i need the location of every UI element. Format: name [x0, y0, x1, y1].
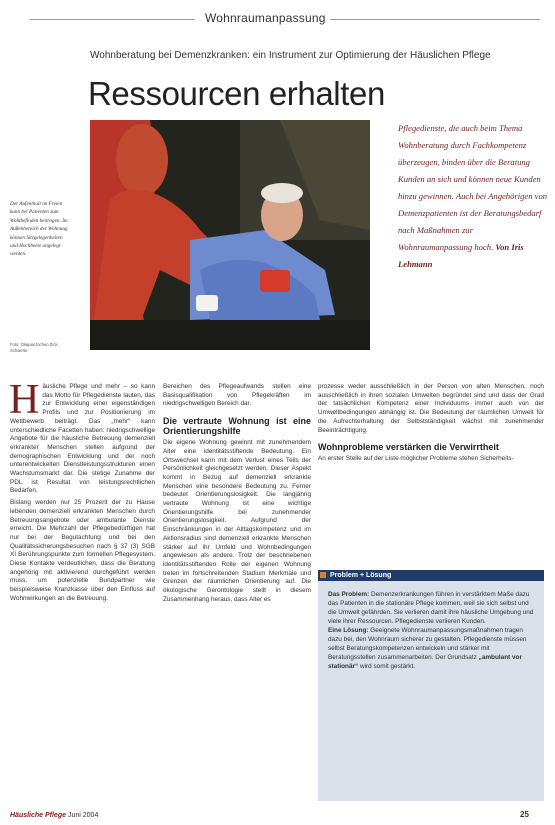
info-box — [318, 581, 544, 801]
square-bullet-icon — [320, 572, 326, 578]
problem-text: Demenzerkrankungen führen in verstärktem Maße dazu das Patienten in die stationäre Pflege kommen, weil sie sich selbst und die Umwelt gefährden. Sie verlieren damit ihre häusliche Umgebung und viele ihrer Ressourcen. Pflegedienste verlieren Kunden. — [328, 591, 534, 625]
footer-brand: Häusliche Pflege — [10, 812, 67, 819]
info-box-title: Problem + Lösung — [330, 572, 392, 579]
text-column-3 — [318, 383, 544, 467]
article-subtitle: Wohnberatung bei Demenzkranken: ein Instrument zur Optimierung der Häuslichen Pflege — [90, 50, 491, 61]
paragraph: prozesse weder ausschließlich in der Person von alten Menschen, noch ausschließlich in ihren sozialen Umwelten begründet sind und dass der Grad der tatsächlichen Kompetenz einer Individuums immer auch von der Umweltbedingungen abhängig ist. Die Bedeutung der räumlichen Umwelt für die Aufrechterhaltung der Selbstständigkeit wächst mit zunehmender Beeinträchtigung. — [318, 383, 544, 434]
paragraph: Bislang werden nur 25 Prozent der zu Hause lebenden demenziell erkrankten Menschen durch Betreuungsangebote oder ambulante Dienste erreicht. Die Mehrzahl der Pflegebedürftigen hat nur bei der Begutachtung und bei den Qualitätssicherungsbesuchen nach § 37 (3) SGB XI Berührungspunkte zum formellen Pflegesystem. Diese Kontakte verdeutlichen, dass die Beratung angehörig mit aktivierend durchgeführt werden muss, um potenzielle Bundpartner wie beispielsweise Kranzkasse über den Einfluss auf Wohnwirkungen an die Betreuung. — [10, 499, 155, 602]
paragraph: äusliche Pflege und mehr – so kann das Motto für Pflegedienste lauten, das zur Entwicklung einer eigenständigen Profils und zur Positionierung im Wettbewerb beiträgt. Das „mehr“ kann unterschiedliche Facetten haben: niedrigschwellige Angebote für die häusliche Betreuung demenziell erkrankter Menschen stellen aufgrund der demographischen Entwicklung und der noch unterentwickelten Dienstleistungsstrukturen einen Wachstumsmarkt dar. Die stetige Zunahme der PDL ist Resultat von leistungsrechtlichen Bedarfen. — [10, 383, 155, 495]
subheading: Wohnprobleme verstärken die Verwirrtheit — [318, 442, 499, 453]
problem-label: Das Problem: — [328, 591, 370, 598]
photo-caption: Der Aufenthalt im Freien kann bei Patienten zum Wohlbefinden beitragen. Im Außenbereich der Wohnung können Sitzgelegenheiten und Hochbeete angelegt werden. — [10, 201, 68, 258]
photo-illustration — [90, 120, 370, 350]
solution-label: Eine Lösung: — [328, 627, 369, 634]
article-title: Ressourcen erhalten — [88, 75, 385, 112]
drop-cap: H — [9, 377, 40, 423]
rubric-label: Wohnraumanpassung — [205, 11, 326, 25]
footer-publication — [10, 812, 98, 819]
photo-credit: Foto: Okapia/Jochen Zick, Schwerte — [10, 342, 59, 353]
text-column-2 — [163, 383, 311, 607]
paragraph: An erster Stelle auf der Liste möglicher Probleme stehen Sicherheits- — [318, 455, 514, 463]
footer-issue: Juni 2004 — [67, 812, 99, 819]
lead-text: Pflegedienste, die auch beim Thema Wohnberatung durch Fachkompetenz überzeugen, binden über die Beratung Kunden an sich und können neue Kunden hinzu gewinnen. Auch bei Angehörigen von Demenzpatienten ist der Beratungsbedarf nach Maßnahmen zur Wohnraumanpassung hoch. — [398, 123, 548, 252]
author-byline: Von Iris Lehmann — [398, 242, 524, 269]
closing-text: wird somit gestärkt. — [359, 663, 416, 670]
motto-text: „ambulant vor stationär“ — [328, 654, 522, 670]
subheading: Die vertraute Wohnung ist eine Orientierungshilfe — [163, 416, 311, 437]
text-column-1 — [9, 377, 155, 607]
article-lead — [398, 120, 548, 273]
info-box-header — [318, 570, 544, 581]
section-rubric — [0, 11, 555, 27]
paragraph: Bereichen des Pflegeaufwands stellen eine Basisqualifikation von Pflegekräften im niedrigschwelligen Bereich dar. — [163, 383, 311, 408]
paragraph: Die eigene Wohnung gewinnt mit zunehmendem Alter eine identitätsstiftende Bedeutung. Ein Ortswechsel kann mit dem Verlust eines Teils der Persönlichkeit gleichgesetzt werden. Dieser Aspekt kommt in Bezug auf demenziell erkrankte Menschen eine besondere Bedeutung zu. Ferner bedeutet Orientierungslosigkeit. Die langjährig vertraute Wohnung ist eine wichtige Orientierungshilfe bei zunehmender Orientierungslosigkeit. Aufgrund der Einschränkungen in der Alltagskompetenz und im Aktionsradius sind demenziell erkrankte Menschen stärker auf ihr Umfeld und Wohnbedingungen angewiesen als andere. Trotz der beschriebenen identitätsstiftenden Rolle der eigenen Wohnung treten im fortschreitenden Stadium Merkmale und Grenzen der räumlichen Orientierung auf. Die ökologische Gerontologie stellt in diesem Zusammenhang heraus, dass Alter es — [163, 439, 311, 603]
article-photo — [90, 120, 370, 350]
solution-text: Geeignete Wohnraumanpassungsmaßnahmen tragen dazu bei, den Wohnraum sicherer zu gestalten. Pflegedienste müssen selbst Beratungskompetenzen entwickeln und stärker mit Beratungsstellen zusammenarbeiten. Der Grundsatz — [328, 627, 527, 661]
page-number: 25 — [520, 810, 529, 819]
